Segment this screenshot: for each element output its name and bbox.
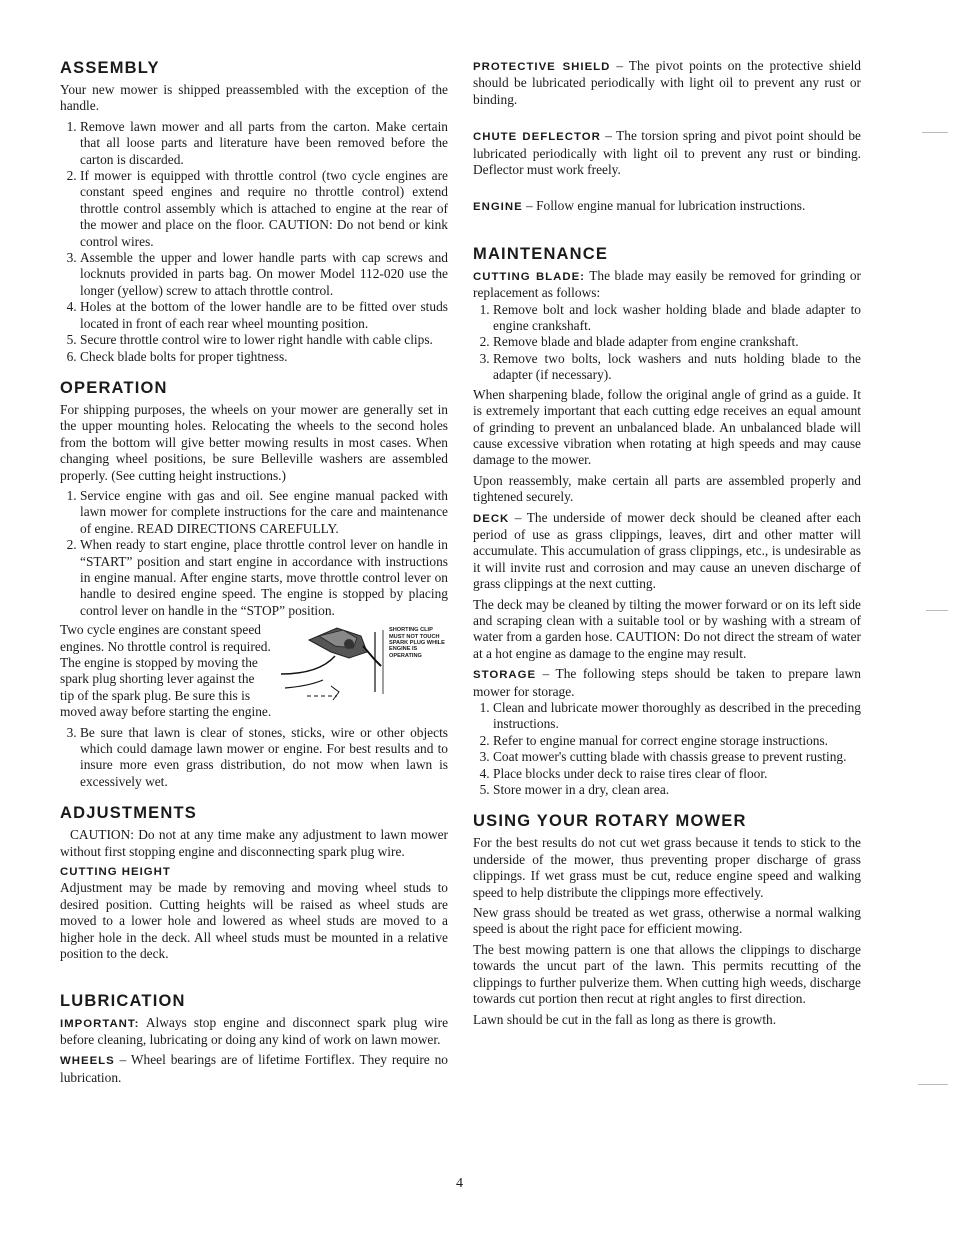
list-item: 6. Check blade bolts for proper tightness. — [80, 349, 448, 365]
list-item: 2. When ready to start engine, place throttle control lever on handle in “START” position and start engine in accordance with instructions in engine manual. After engine starts, move throttle control lever on handle to desired engine speed. The engine is stopped by placing control lever on handle in the “STOP” position. — [80, 537, 448, 619]
important-text: Always stop engine and disconnect spark plug wire before cleaning, lubricating or doing any kind of work on lawn mower. — [60, 1014, 449, 1047]
blade-text: The blade may easily be removed for grinding or replacement as follows: — [473, 267, 861, 301]
list-item: 3. Assemble the upper and lower handle parts with cap screws and locknuts provided in parts bag. On mower Model 112-020 use the longer (yellow) screw to attach throttle control. — [80, 250, 448, 299]
maintenance-section — [473, 244, 861, 799]
list-item: 1. Remove lawn mower and all parts from the carton. Make certain that all loose parts and literature have been removed before the carton is discarded. — [80, 119, 448, 168]
list-item: 3. Remove two bolts, lock washers and nuts holding blade to the adapter (if necessary). — [493, 351, 861, 384]
list-item: 3. Coat mower's cutting blade with chassis grease to prevent rusting. — [493, 749, 861, 765]
list-item: 4. Holes at the bottom of the lower handle are to be fitted over studs located in front of each rear wheel mounting position. — [80, 299, 448, 332]
spark-plug-figure — [279, 622, 444, 704]
list-item: 5. Store mower in a dry, clean area. — [493, 782, 861, 798]
lubrication-heading: LUBRICATION — [60, 991, 186, 1010]
list-item: 5. Secure throttle control wire to lower right handle with cable clips. — [80, 332, 448, 348]
spark-plug-illustration — [279, 622, 389, 704]
shield-paragraph — [473, 58, 861, 108]
list-item: 2. Refer to engine manual for correct engine storage instructions. — [493, 733, 861, 749]
adjustments-caution: CAUTION: Do not at any time make any adjustment to lawn mower without first stopping engine and disconnecting spark plug wire. — [60, 827, 448, 859]
cutting-height-text: Adjustment may be made by removing and moving wheel studs to desired position. Cutting heights will be raised as wheel studs are moved to a lower hole and lowered as wheel studs are moved to a higher hole in the deck. All wheel studs must be mounted in a relative position to the deck. — [60, 880, 448, 962]
operation-list-cont — [60, 725, 448, 791]
list-item: 1. Remove bolt and lock washer holding blade and blade adapter to engine crankshaft. — [493, 302, 861, 335]
margin-mark — [926, 610, 948, 611]
wheels-label: WHEELS — [60, 1055, 115, 1068]
deck-text: – The underside of mower deck should be cleaned after each period of use as grass clippings, leaves, dirt and other matter will accumulate. This accumulation of grass clippings, etc., is undesirable as it will invite rust and corrosion and may cause an uneven discharge of grass clippings at the next cutting. — [473, 509, 861, 592]
left-column — [60, 58, 448, 1090]
list-item: 1. Clean and lubricate mower thoroughly as described in the preceding instructions. — [493, 700, 861, 733]
wheels-paragraph — [60, 1052, 448, 1086]
deck-paragraph-2: The deck may be cleaned by tilting the mower forward or on its left side and scraping clean with a suitable tool or by washing with a stream of water from a garden hose. CAUTION: Do not direct the stream of water at a hot engine as damage to the engine may result. — [473, 596, 861, 661]
assembly-heading: ASSEMBLY — [60, 59, 160, 77]
margin-mark — [918, 1084, 948, 1085]
operation-section — [60, 378, 448, 790]
assembly-list — [60, 119, 448, 365]
wheels-text: – Wheel bearings are of lifetime Fortiflex. They require no lubrication. — [60, 1052, 448, 1085]
important-label: IMPORTANT: — [60, 1017, 140, 1030]
operation-heading: OPERATION — [60, 378, 168, 397]
important-paragraph — [60, 1015, 448, 1049]
lubrication-section — [60, 991, 448, 1087]
two-cycle-block — [60, 622, 448, 724]
using-paragraph-1: For the best results do not cut wet grass because it tends to stick to the underside of the mower, thus preventing proper discharge of grass clippings. If wet grass must be cut, reduce engine speed and walking speed to help distribute the clippings more effectively. — [473, 835, 861, 900]
maintenance-heading: MAINTENANCE — [473, 244, 609, 263]
figure-caption: SHORTING CLIP MUST NOT TOUCH SPARK PLUG WHILE ENGINE IS OPERATING — [389, 627, 445, 659]
using-paragraph-4: Lawn should be cut in the fall as long as there is growth. — [473, 1011, 777, 1027]
engine-text: – Follow engine manual for lubrication instructions. — [526, 198, 806, 214]
assembly-intro: Your new mower is shipped preassembled with the exception of the handle. — [60, 82, 448, 114]
assembly-section — [60, 58, 448, 365]
deck-paragraph — [473, 510, 861, 593]
using-paragraph-3: The best mowing pattern is one that allows the clippings to discharge towards the uncut part of the lawn. This permits recutting of the clippings to further pulverize them. When cutting high weeds, discharge towards cut portion then recut at right angles to first direction. — [473, 941, 861, 1007]
shield-text: – The pivot points on the protective shield should be lubricated periodically with light oil to prevent any rust or binding. — [473, 58, 861, 107]
page-number: 4 — [456, 1176, 463, 1191]
shield-label: PROTECTIVE SHIELD — [473, 61, 611, 73]
two-cycle-text: Two cycle engines are constant speed engines. No throttle control is required. The engine is stopped by moving the spark plug shorting lever against the tip of the spark plug. Be sure this is moved away before starting the engine. — [60, 622, 272, 720]
using-section — [473, 811, 861, 1027]
right-column — [473, 58, 861, 1032]
blade-label: CUTTING BLADE: — [473, 270, 585, 283]
chute-text: – The torsion spring and pivot point should be lubricated periodically with light oil to prevent any rust or binding. Deflector must work freely. — [473, 128, 861, 178]
operation-intro: For shipping purposes, the wheels on your mower are generally set in the upper mounting holes. Relocating the wheels to the second holes from the bottom will give better mowing results in most cases. When changing wheel positions, be sure Belleville washers are assembled properly. (See cutting height instructions.) — [60, 401, 448, 483]
chute-paragraph — [473, 128, 861, 178]
storage-label: STORAGE — [473, 669, 537, 682]
lubrication-continued — [473, 58, 861, 216]
blade-paragraph — [473, 268, 861, 302]
sharpening-paragraph: When sharpening blade, follow the original angle of grind as a guide. It is extremely important that each cutting edge receives an equal amount of grinding to prevent an unbalanced blade. An unbalanced blade will cause excessive vibration when rotating at high speeds and may cause damage to the mower. — [473, 386, 861, 468]
storage-text: – The following steps should be taken to prepare lawn mower for storage. — [473, 666, 861, 699]
list-item: 2. If mower is equipped with throttle control (two cycle engines are constant speed engines and require no throttle control) extend throttle control assembly which is attached to engine at the rear of the mower and place on the floor. CAUTION: Do not bend or kink control wires. — [80, 168, 448, 250]
operation-list — [60, 488, 448, 619]
adjustments-heading: ADJUSTMENTS — [60, 804, 197, 823]
engine-paragraph — [473, 198, 861, 215]
list-item: 4. Place blocks under deck to raise tires clear of floor. — [493, 766, 861, 782]
list-item: 1. Service engine with gas and oil. See engine manual packed with lawn mower for complete instructions for the care and maintenance of engine. READ DIRECTIONS CAREFULLY. — [80, 488, 448, 537]
blade-list — [473, 302, 861, 384]
adjustments-section — [60, 803, 448, 962]
margin-mark — [922, 132, 948, 133]
list-item: 3. Be sure that lawn is clear of stones, sticks, wire or other objects which could damage lawn mower or engine. For best results and to insure more even grass distribution, do not mow when lawn is excessively wet. — [80, 725, 448, 791]
using-paragraph-2: New grass should be treated as wet grass, otherwise a normal walking speed is about the right pace for efficient mowing. — [473, 905, 861, 937]
reassembly-paragraph: Upon reassembly, make certain all parts are assembled properly and tightened securely. — [473, 472, 861, 505]
storage-paragraph — [473, 666, 861, 700]
deck-label: DECK — [473, 512, 510, 525]
chute-label: CHUTE DEFLECTOR — [473, 131, 601, 144]
storage-list — [473, 700, 861, 798]
list-item: 2. Remove blade and blade adapter from engine crankshaft. — [493, 334, 861, 350]
engine-label: ENGINE — [473, 201, 523, 214]
using-heading: USING YOUR ROTARY MOWER — [473, 812, 747, 831]
cutting-height-heading: CUTTING HEIGHT — [60, 866, 171, 879]
